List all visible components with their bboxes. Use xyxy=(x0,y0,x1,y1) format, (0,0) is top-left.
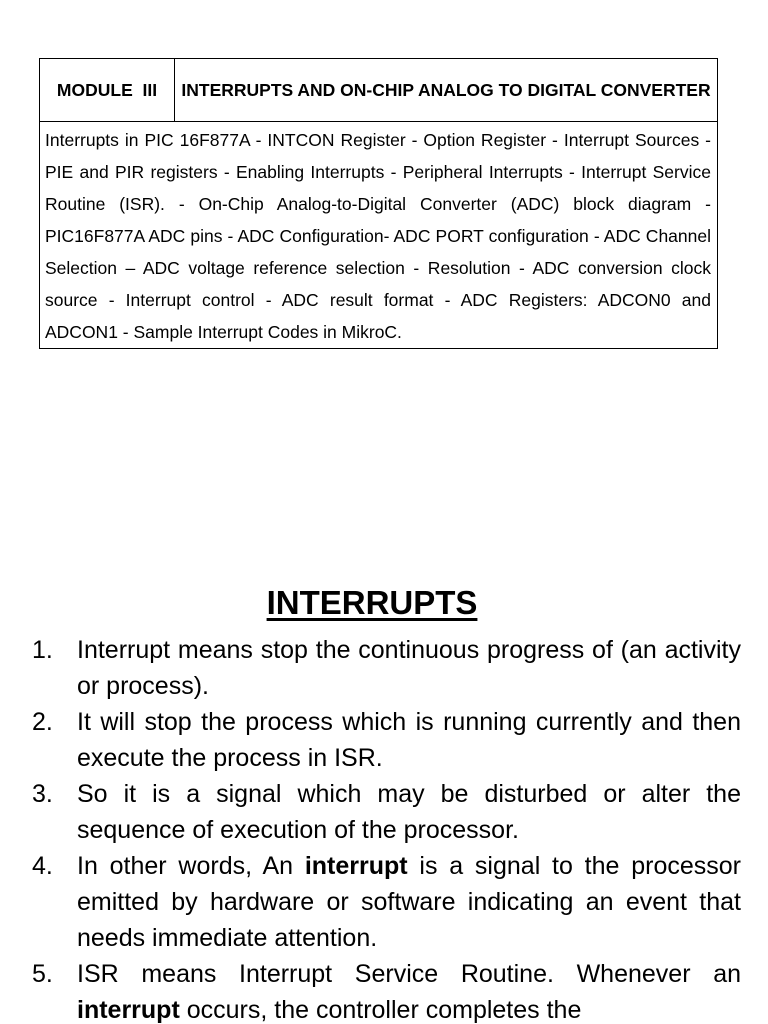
module-label: MODULE III xyxy=(40,59,175,122)
list-number: 4. xyxy=(32,852,53,880)
list-text-after: is a signal to the processor emitted by hardware or software indicating an event that needs immediate attention. xyxy=(77,852,741,952)
syllabus-table xyxy=(39,58,718,349)
list-item xyxy=(32,848,741,956)
module-title: INTERRUPTS AND ON-CHIP ANALOG TO DIGITAL CONVERTER xyxy=(175,59,718,122)
list-number: 5. xyxy=(32,960,53,988)
list-text-bold: interrupt xyxy=(304,852,408,880)
page-heading: INTERRUPTS xyxy=(266,584,478,621)
list-item xyxy=(32,632,741,704)
interrupt-points-list xyxy=(32,632,741,1024)
list-text: It will stop the process which is running currently and then execute the process in ISR. xyxy=(77,708,741,772)
list-number: 3. xyxy=(32,780,53,808)
syllabus-header-row xyxy=(40,59,718,122)
list-number: 1. xyxy=(32,636,53,664)
list-text: Interrupt means stop the continuous progress of (an activity or process). xyxy=(77,636,741,700)
list-item xyxy=(32,956,741,1024)
list-text-before: ISR means Interrupt Service Routine. Whenever an xyxy=(77,960,741,988)
list-number: 2. xyxy=(32,708,53,736)
list-item xyxy=(32,704,741,776)
list-text-before: In other words, An xyxy=(77,852,305,880)
list-text-bold: interrupt xyxy=(77,996,180,1024)
list-text-after: occurs, the controller completes the xyxy=(179,996,582,1024)
syllabus-content-row xyxy=(40,122,718,349)
module-content: Interrupts in PIC 16F877A - INTCON Register - Option Register - Interrupt Sources - PIE and PIR registers - Enabling Interrupts - Peripheral Interrupts - Interrupt Service Routine (ISR). - On-Chip Analog-to-Digital Converter (ADC) block diagram - PIC16F877A ADC pins - ADC Configuration- ADC PORT configuration - ADC Channel Selection – ADC voltage reference selection - Resolution - ADC conversion clock source - Interrupt control - ADC result format - ADC Registers: ADCON0 and ADCON1 - Sample Interrupt Codes in MikroC. xyxy=(40,122,718,349)
list-text: So it is a signal which may be disturbed or alter the sequence of execution of the processor. xyxy=(77,780,741,844)
list-item xyxy=(32,776,741,848)
